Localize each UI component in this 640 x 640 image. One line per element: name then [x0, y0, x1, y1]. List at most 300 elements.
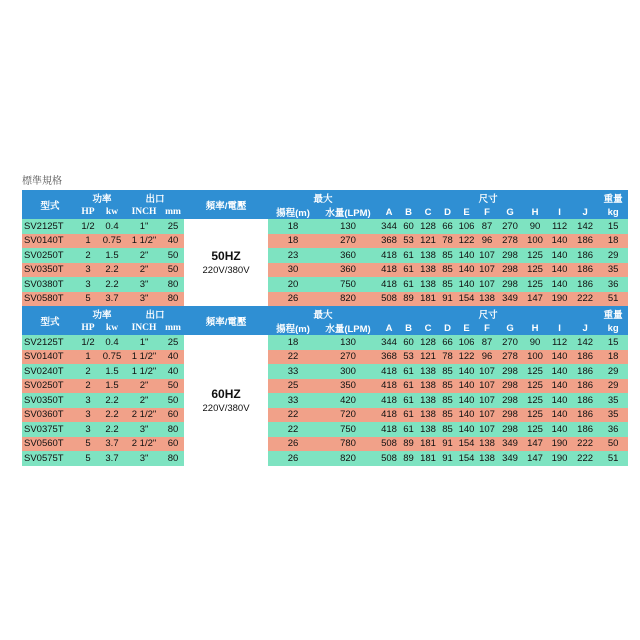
header-power: 功率 [78, 190, 126, 205]
cell-c: 138 [417, 263, 439, 278]
cell-kg: 18 [598, 234, 628, 249]
cell-d: 85 [439, 364, 456, 379]
header-dim-g: G [497, 205, 523, 219]
cell-h: 147 [523, 437, 547, 452]
header-head: 揚程(m) [268, 205, 318, 219]
cell-mm: 80 [162, 277, 184, 292]
header-dim-d: D [439, 205, 456, 219]
cell-kw: 2.2 [98, 422, 126, 437]
cell-f: 107 [477, 248, 497, 263]
header-model: 型式 [22, 306, 78, 335]
cell-inch: 3" [126, 422, 162, 437]
header-dim-j: J [572, 321, 598, 335]
cell-h: 125 [523, 393, 547, 408]
cell-h: 125 [523, 364, 547, 379]
cell-inch: 3" [126, 451, 162, 466]
cell-kw: 1.5 [98, 248, 126, 263]
header-dim-h: H [523, 205, 547, 219]
cell-g: 298 [497, 408, 523, 423]
spec-table-60hz [22, 306, 628, 466]
header-row-top [22, 306, 628, 321]
cell-e: 140 [456, 422, 477, 437]
cell-mm: 50 [162, 393, 184, 408]
cell-j: 186 [572, 234, 598, 249]
spec-row [22, 364, 628, 379]
spec-row [22, 350, 628, 365]
cell-g: 349 [497, 451, 523, 466]
cell-c: 181 [417, 437, 439, 452]
cell-j: 186 [572, 379, 598, 394]
cell-d: 85 [439, 393, 456, 408]
cell-kw: 2.2 [98, 408, 126, 423]
cell-inch: 2" [126, 263, 162, 278]
cell-g: 270 [497, 335, 523, 350]
cell-b: 61 [400, 393, 417, 408]
cell-kw: 2.2 [98, 277, 126, 292]
cell-kw: 0.75 [98, 234, 126, 249]
header-outlet: 出口 [126, 190, 184, 205]
cell-mm: 40 [162, 350, 184, 365]
cell-kg: 29 [598, 248, 628, 263]
cell-b: 89 [400, 292, 417, 307]
cell-c: 121 [417, 234, 439, 249]
header-dimensions: 尺寸 [378, 190, 598, 205]
cell-a: 368 [378, 234, 400, 249]
cell-h: 90 [523, 219, 547, 234]
cell-hp: 3 [78, 277, 98, 292]
cell-kg: 15 [598, 219, 628, 234]
cell-a: 418 [378, 408, 400, 423]
voltage-value: 220V/380V [202, 265, 250, 276]
cell-inch: 3" [126, 277, 162, 292]
cell-e: 140 [456, 263, 477, 278]
cell-head: 18 [268, 234, 318, 249]
cell-a: 418 [378, 393, 400, 408]
cell-hp: 3 [78, 408, 98, 423]
cell-f: 96 [477, 234, 497, 249]
cell-b: 61 [400, 379, 417, 394]
cell-e: 106 [456, 335, 477, 350]
cell-hp: 3 [78, 393, 98, 408]
cell-mm: 25 [162, 219, 184, 234]
header-kw: kw [98, 321, 126, 335]
cell-head: 30 [268, 263, 318, 278]
header-dim-e: E [456, 205, 477, 219]
cell-b: 89 [400, 437, 417, 452]
cell-f: 96 [477, 350, 497, 365]
cell-flow: 780 [318, 437, 378, 452]
cell-model: SV0140T [22, 234, 78, 249]
header-kg: kg [598, 321, 628, 335]
cell-h: 125 [523, 277, 547, 292]
cell-head: 20 [268, 277, 318, 292]
cell-a: 344 [378, 219, 400, 234]
cell-inch: 2" [126, 248, 162, 263]
cell-b: 61 [400, 422, 417, 437]
cell-j: 186 [572, 408, 598, 423]
cell-flow: 720 [318, 408, 378, 423]
header-weight: 重量 [598, 190, 628, 205]
cell-kg: 35 [598, 393, 628, 408]
cell-g: 298 [497, 379, 523, 394]
cell-c: 138 [417, 393, 439, 408]
cell-i: 140 [547, 364, 572, 379]
cell-b: 60 [400, 219, 417, 234]
cell-mm: 50 [162, 248, 184, 263]
cell-kg: 51 [598, 292, 628, 307]
cell-i: 140 [547, 234, 572, 249]
cell-h: 125 [523, 408, 547, 423]
cell-j: 222 [572, 292, 598, 307]
frequency-value: 60HZ [211, 386, 241, 401]
cell-kg: 50 [598, 437, 628, 452]
cell-b: 61 [400, 248, 417, 263]
cell-g: 298 [497, 263, 523, 278]
spec-row [22, 408, 628, 423]
cell-f: 87 [477, 219, 497, 234]
header-dimensions: 尺寸 [378, 306, 598, 321]
cell-i: 140 [547, 422, 572, 437]
cell-flow: 750 [318, 277, 378, 292]
cell-kg: 15 [598, 335, 628, 350]
cell-model: SV0350T [22, 263, 78, 278]
cell-h: 125 [523, 422, 547, 437]
header-dim-b: B [400, 205, 417, 219]
cell-e: 106 [456, 219, 477, 234]
cell-b: 61 [400, 364, 417, 379]
header-dim-g: G [497, 321, 523, 335]
header-row-units [22, 321, 628, 335]
header-hp: HP [78, 205, 98, 219]
cell-hp: 5 [78, 437, 98, 452]
cell-h: 90 [523, 335, 547, 350]
cell-f: 107 [477, 364, 497, 379]
cell-inch: 3" [126, 292, 162, 307]
cell-head: 26 [268, 451, 318, 466]
cell-i: 190 [547, 437, 572, 452]
header-inch: INCH [126, 321, 162, 335]
cell-flow: 420 [318, 393, 378, 408]
cell-head: 33 [268, 393, 318, 408]
spec-row [22, 248, 628, 263]
cell-head: 18 [268, 219, 318, 234]
cell-head: 22 [268, 408, 318, 423]
cell-c: 128 [417, 219, 439, 234]
cell-e: 140 [456, 277, 477, 292]
header-dim-c: C [417, 205, 439, 219]
cell-j: 222 [572, 451, 598, 466]
cell-kg: 29 [598, 379, 628, 394]
cell-kw: 0.4 [98, 219, 126, 234]
cell-mm: 60 [162, 408, 184, 423]
cell-f: 138 [477, 437, 497, 452]
cell-mm: 40 [162, 364, 184, 379]
cell-a: 344 [378, 335, 400, 350]
header-flow: 水量(LPM) [318, 205, 378, 219]
spec-row [22, 379, 628, 394]
frequency-cell [184, 335, 268, 466]
cell-flow: 130 [318, 219, 378, 234]
cell-b: 53 [400, 350, 417, 365]
cell-flow: 270 [318, 234, 378, 249]
cell-flow: 360 [318, 263, 378, 278]
header-outlet: 出口 [126, 306, 184, 321]
cell-kw: 1.5 [98, 364, 126, 379]
frequency-cell [184, 219, 268, 306]
cell-mm: 60 [162, 437, 184, 452]
cell-kw: 0.4 [98, 335, 126, 350]
cell-j: 186 [572, 248, 598, 263]
cell-head: 25 [268, 379, 318, 394]
cell-h: 100 [523, 350, 547, 365]
cell-f: 107 [477, 422, 497, 437]
cell-g: 278 [497, 350, 523, 365]
cell-model: SV0375T [22, 422, 78, 437]
cell-b: 89 [400, 451, 417, 466]
header-dim-i: I [547, 205, 572, 219]
cell-head: 33 [268, 364, 318, 379]
cell-f: 107 [477, 379, 497, 394]
cell-flow: 820 [318, 451, 378, 466]
cell-inch: 2" [126, 379, 162, 394]
cell-d: 78 [439, 350, 456, 365]
frequency-value: 50HZ [211, 249, 241, 263]
cell-mm: 25 [162, 335, 184, 350]
cell-c: 138 [417, 408, 439, 423]
cell-kw: 1.5 [98, 379, 126, 394]
cell-j: 186 [572, 364, 598, 379]
cell-mm: 80 [162, 292, 184, 307]
header-dim-a: A [378, 205, 400, 219]
header-row-top [22, 190, 628, 205]
cell-i: 190 [547, 451, 572, 466]
header-dim-c: C [417, 321, 439, 335]
cell-a: 368 [378, 350, 400, 365]
cell-flow: 350 [318, 379, 378, 394]
cell-a: 418 [378, 263, 400, 278]
cell-hp: 5 [78, 292, 98, 307]
cell-head: 22 [268, 422, 318, 437]
cell-e: 140 [456, 393, 477, 408]
cell-h: 125 [523, 248, 547, 263]
cell-i: 112 [547, 335, 572, 350]
cell-hp: 3 [78, 422, 98, 437]
spec-row [22, 422, 628, 437]
cell-model: SV0240T [22, 364, 78, 379]
cell-d: 85 [439, 408, 456, 423]
cell-c: 181 [417, 292, 439, 307]
header-hp: HP [78, 321, 98, 335]
header-mm: mm [162, 205, 184, 219]
cell-inch: 2" [126, 393, 162, 408]
header-dim-b: B [400, 321, 417, 335]
cell-j: 142 [572, 335, 598, 350]
cell-mm: 50 [162, 263, 184, 278]
cell-kg: 35 [598, 263, 628, 278]
cell-i: 140 [547, 393, 572, 408]
cell-model: SV0580T [22, 292, 78, 307]
cell-kg: 51 [598, 451, 628, 466]
cell-kg: 36 [598, 277, 628, 292]
cell-j: 186 [572, 422, 598, 437]
cell-j: 186 [572, 393, 598, 408]
cell-j: 186 [572, 263, 598, 278]
cell-a: 508 [378, 437, 400, 452]
header-max: 最大 [268, 190, 378, 205]
cell-b: 61 [400, 277, 417, 292]
cell-g: 298 [497, 393, 523, 408]
header-model: 型式 [22, 190, 78, 219]
cell-e: 140 [456, 379, 477, 394]
cell-e: 122 [456, 350, 477, 365]
cell-d: 91 [439, 292, 456, 307]
cell-d: 85 [439, 277, 456, 292]
header-dim-e: E [456, 321, 477, 335]
cell-flow: 130 [318, 335, 378, 350]
cell-e: 140 [456, 408, 477, 423]
cell-c: 138 [417, 364, 439, 379]
cell-d: 85 [439, 379, 456, 394]
cell-g: 278 [497, 234, 523, 249]
cell-hp: 5 [78, 451, 98, 466]
header-dim-f: F [477, 321, 497, 335]
spec-row [22, 292, 628, 307]
cell-inch: 2 1/2" [126, 437, 162, 452]
cell-c: 138 [417, 248, 439, 263]
cell-kg: 36 [598, 422, 628, 437]
cell-hp: 2 [78, 379, 98, 394]
cell-kw: 2.2 [98, 263, 126, 278]
cell-kg: 35 [598, 408, 628, 423]
cell-h: 125 [523, 379, 547, 394]
cell-d: 85 [439, 248, 456, 263]
cell-i: 190 [547, 292, 572, 307]
cell-i: 140 [547, 379, 572, 394]
cell-f: 107 [477, 393, 497, 408]
cell-c: 138 [417, 422, 439, 437]
cell-g: 349 [497, 292, 523, 307]
cell-hp: 3 [78, 263, 98, 278]
cell-i: 140 [547, 408, 572, 423]
cell-inch: 1 1/2" [126, 364, 162, 379]
cell-j: 186 [572, 277, 598, 292]
cell-e: 154 [456, 451, 477, 466]
spec-caption: 標準規格 [22, 176, 62, 187]
cell-c: 138 [417, 379, 439, 394]
cell-e: 154 [456, 292, 477, 307]
cell-j: 186 [572, 350, 598, 365]
spec-row [22, 234, 628, 249]
header-dim-j: J [572, 205, 598, 219]
cell-a: 418 [378, 379, 400, 394]
cell-g: 270 [497, 219, 523, 234]
cell-a: 418 [378, 364, 400, 379]
cell-model: SV0140T [22, 350, 78, 365]
cell-g: 298 [497, 422, 523, 437]
header-dim-f: F [477, 205, 497, 219]
cell-model: SV0250T [22, 248, 78, 263]
cell-flow: 300 [318, 364, 378, 379]
cell-c: 138 [417, 277, 439, 292]
spec-table-50hz [22, 190, 628, 306]
spec-row [22, 451, 628, 466]
cell-g: 298 [497, 248, 523, 263]
cell-f: 87 [477, 335, 497, 350]
cell-d: 66 [439, 335, 456, 350]
cell-f: 107 [477, 277, 497, 292]
cell-j: 142 [572, 219, 598, 234]
cell-model: SV2125T [22, 219, 78, 234]
cell-e: 140 [456, 248, 477, 263]
spec-row [22, 219, 628, 234]
cell-d: 85 [439, 422, 456, 437]
header-kw: kw [98, 205, 126, 219]
cell-i: 112 [547, 219, 572, 234]
cell-model: SV0575T [22, 451, 78, 466]
cell-d: 66 [439, 219, 456, 234]
cell-c: 181 [417, 451, 439, 466]
cell-head: 18 [268, 335, 318, 350]
cell-kg: 29 [598, 364, 628, 379]
cell-flow: 270 [318, 350, 378, 365]
spec-row [22, 335, 628, 350]
cell-c: 128 [417, 335, 439, 350]
cell-e: 140 [456, 364, 477, 379]
cell-kw: 0.75 [98, 350, 126, 365]
cell-h: 147 [523, 292, 547, 307]
cell-h: 100 [523, 234, 547, 249]
cell-kw: 3.7 [98, 451, 126, 466]
cell-flow: 360 [318, 248, 378, 263]
cell-head: 22 [268, 350, 318, 365]
cell-flow: 750 [318, 422, 378, 437]
cell-kw: 3.7 [98, 437, 126, 452]
cell-model: SV0560T [22, 437, 78, 452]
cell-e: 154 [456, 437, 477, 452]
cell-c: 121 [417, 350, 439, 365]
voltage-value: 220V/380V [202, 402, 250, 414]
cell-b: 53 [400, 234, 417, 249]
cell-inch: 2 1/2" [126, 408, 162, 423]
cell-d: 85 [439, 263, 456, 278]
cell-d: 91 [439, 437, 456, 452]
cell-b: 61 [400, 408, 417, 423]
header-weight: 重量 [598, 306, 628, 321]
cell-hp: 1/2 [78, 335, 98, 350]
cell-kg: 18 [598, 350, 628, 365]
cell-mm: 80 [162, 451, 184, 466]
cell-d: 78 [439, 234, 456, 249]
cell-h: 147 [523, 451, 547, 466]
cell-a: 418 [378, 422, 400, 437]
cell-head: 26 [268, 437, 318, 452]
cell-d: 91 [439, 451, 456, 466]
cell-mm: 50 [162, 379, 184, 394]
header-flow: 水量(LPM) [318, 321, 378, 335]
spec-row [22, 263, 628, 278]
cell-f: 138 [477, 451, 497, 466]
cell-i: 140 [547, 350, 572, 365]
spec-row [22, 393, 628, 408]
cell-b: 61 [400, 263, 417, 278]
cell-model: SV0380T [22, 277, 78, 292]
header-inch: INCH [126, 205, 162, 219]
header-head: 揚程(m) [268, 321, 318, 335]
cell-head: 23 [268, 248, 318, 263]
cell-j: 222 [572, 437, 598, 452]
cell-hp: 1/2 [78, 219, 98, 234]
spec-row [22, 277, 628, 292]
